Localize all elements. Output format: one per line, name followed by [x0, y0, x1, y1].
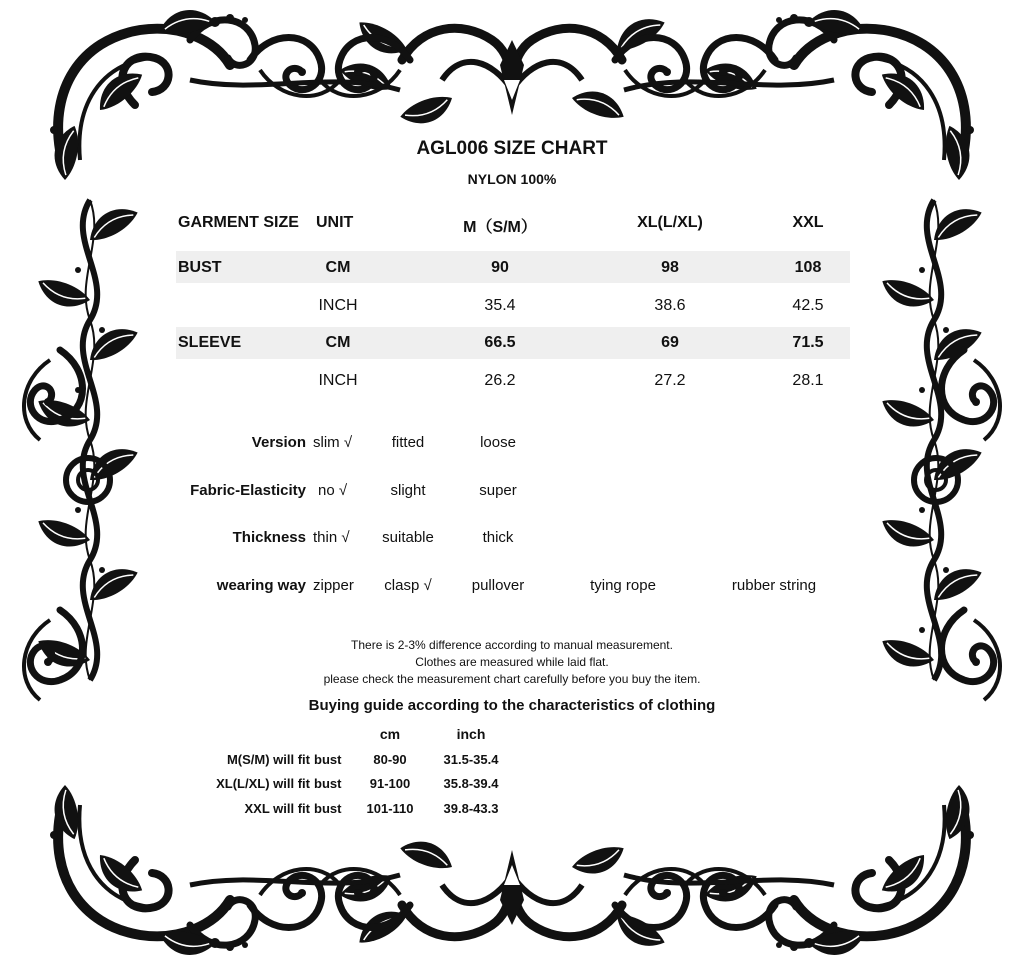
attr-label-elasticity: Fabric-Elasticity [190, 482, 306, 499]
attr-label-thickness: Thickness [232, 529, 306, 546]
cell-value: 90 [491, 259, 509, 276]
guide-inch: 31.5-35.4 [443, 752, 499, 767]
guide-inch: 39.8-43.3 [443, 801, 499, 816]
cell-value: 27.2 [654, 372, 686, 389]
cell-value: 98 [661, 259, 679, 276]
row-label: SLEEVE [178, 334, 242, 351]
row-unit: INCH [318, 297, 358, 314]
note-line: Clothes are measured while laid flat. [415, 655, 609, 669]
row-unit: INCH [318, 372, 358, 389]
guide-size: XL(L/XL) will fit [216, 776, 310, 791]
guide-col-cm: cm [379, 726, 401, 742]
cell-value: 35.4 [484, 297, 516, 314]
page-title: AGL006 SIZE CHART [416, 138, 608, 159]
material-subtitle: NYLON 100% [467, 171, 557, 187]
cell-value: 66.5 [484, 334, 516, 351]
header-size-xxl: XXL [792, 214, 824, 231]
attr-option: thin √ [313, 529, 350, 546]
guide-cm: 91-100 [369, 776, 411, 791]
guide-part: bust [314, 776, 342, 791]
cell-value: 71.5 [792, 334, 824, 351]
attr-option: slim √ [313, 434, 353, 451]
attr-option: clasp √ [384, 577, 432, 594]
cell-value: 26.2 [484, 372, 516, 389]
note-line: There is 2-3% difference according to manual measurement. [351, 638, 673, 652]
attr-label-version: Version [251, 434, 306, 451]
guide-cm: 101-110 [366, 801, 414, 816]
cell-value: 108 [794, 259, 822, 276]
attr-option: thick [482, 529, 514, 546]
attr-label-wearing-way: wearing way [216, 577, 306, 594]
guide-inch: 35.8-39.4 [443, 776, 499, 791]
note-line: please check the measurement chart carefully before you buy the item. [323, 672, 701, 686]
guide-size: XXL will fit [244, 801, 310, 816]
cell-value: 38.6 [654, 297, 686, 314]
attr-option: super [479, 482, 517, 499]
guide-size: M(S/M) will fit [226, 752, 310, 767]
attr-option: suitable [382, 529, 434, 546]
attr-option: zipper [313, 577, 354, 594]
cell-value: 42.5 [792, 297, 824, 314]
buying-guide-title: Buying guide according to the characteristics of clothing [308, 697, 716, 714]
header-garment-size: GARMENT SIZE [178, 214, 299, 231]
guide-cm: 80-90 [373, 752, 407, 767]
cell-value: 28.1 [792, 372, 824, 389]
header-size-xl: XL(L/XL) [637, 214, 703, 231]
attr-option: slight [390, 482, 426, 499]
guide-part: bust [314, 752, 342, 767]
attr-option: loose [480, 434, 516, 451]
guide-col-inch: inch [456, 726, 486, 742]
attr-option: no √ [318, 482, 348, 499]
attr-option: tying rope [590, 577, 656, 594]
attr-option: fitted [391, 434, 425, 451]
attr-option: pullover [471, 577, 525, 594]
row-unit: CM [325, 259, 351, 276]
header-size-m: M（S/M） [463, 219, 537, 236]
row-label: BUST [178, 259, 222, 276]
attr-option: rubber string [731, 577, 817, 594]
cell-value: 69 [661, 334, 679, 351]
header-unit: UNIT [316, 214, 354, 231]
guide-part: bust [314, 801, 342, 816]
row-unit: CM [325, 334, 351, 351]
